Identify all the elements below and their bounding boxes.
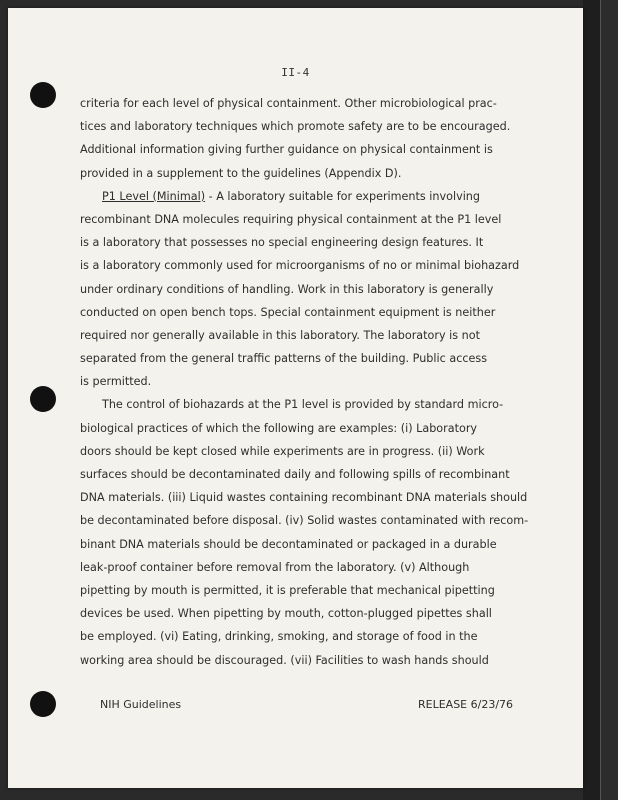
text-line: devices be used. When pipetting by mouth, cotton-plugged pipettes shall [80, 607, 492, 621]
punch-hole-bottom [30, 691, 56, 717]
p1-heading-line [80, 185, 550, 208]
text-line: criteria for each level of physical containment. Other microbiological prac- [80, 97, 497, 110]
text-line: required nor generally available in this laboratory. The laboratory is not [80, 328, 480, 342]
text-line: working area should be discouraged. (vii) Facilities to wash hands should [80, 653, 489, 667]
text-line: pipetting by mouth is permitted, it is preferable that mechanical pipetting [80, 583, 495, 597]
text-line: separated from the general traffic patterns of the building. Public access [80, 352, 488, 366]
text-line: conducted on open bench tops. Special containment equipment is neither [80, 305, 496, 319]
text-line: is a laboratory commonly used for microorganisms of no or minimal biohazard [80, 259, 520, 273]
text-line: provided in a supplement to the guidelines (Appendix D). [80, 166, 402, 180]
text-line: is permitted. [80, 375, 152, 389]
text-line: is a laboratory that possesses no special engineering design features. It [80, 236, 484, 250]
text-line: under ordinary conditions of handling. Work in this laboratory is generally [80, 282, 494, 296]
p1-level-heading: P1 Level (Minimal) [102, 189, 206, 203]
text-line: - A laboratory suitable for experiments involving [208, 189, 480, 203]
text-line: biological practices of which the following are examples: (i) Laboratory [80, 421, 478, 435]
footer-source: NIH Guidelines [100, 698, 182, 711]
text-line: DNA materials. (iii) Liquid wastes containing recombinant DNA materials should [80, 491, 528, 505]
body-text [80, 92, 550, 672]
text-line: doors should be kept closed while experiments are in progress. (ii) Work [80, 444, 485, 458]
text-line: be employed. (vi) Eating, drinking, smoking, and storage of food in the [80, 630, 478, 644]
text-line: binant DNA materials should be decontaminated or packaged in a durable [80, 537, 497, 551]
text-line: be decontaminated before disposal. (iv) Solid wastes contaminated with recom- [80, 514, 529, 528]
text-line: leak-proof container before removal from the laboratory. (v) Although [80, 560, 470, 574]
punch-hole-top [30, 82, 56, 108]
punch-hole-middle [30, 386, 56, 412]
text-line: The control of biohazards at the P1 level is provided by standard micro- [102, 398, 504, 412]
footer-release: RELEASE 6/23/76 [418, 698, 514, 711]
text-line: Additional information giving further guidance on physical containment is [80, 143, 493, 157]
document-page [8, 8, 583, 788]
text-line: recombinant DNA molecules requiring physical containment at the P1 level [80, 212, 502, 226]
page-number: II-4 [281, 66, 310, 79]
text-line: surfaces should be decontaminated daily and following spills of recombinant [80, 468, 510, 481]
text-line: tices and laboratory techniques which promote safety are to be encouraged. [80, 120, 511, 134]
binder-tab [600, 0, 618, 800]
